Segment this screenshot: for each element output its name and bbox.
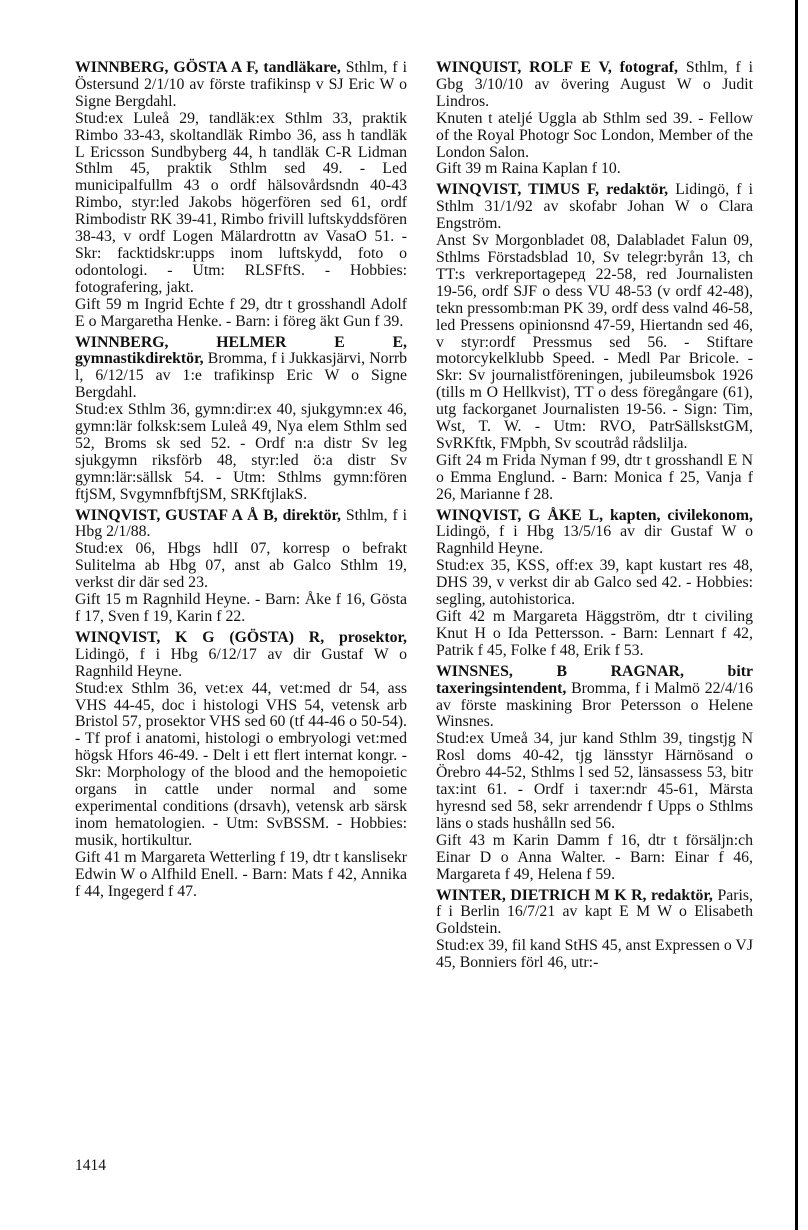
entry-winnberg-helmer [75,335,407,504]
entry-text: Stud:ex Umeå 34, jur kand Sthlm 39, tingstjg N Rosl doms 40-42, tjg länsstyr Härnösand o Örebro 44-52, Sthlms l sed 52, länsassess 53, bitr tax:int 61. - Ordf i taxer:ndr 45-61, Märsta hyresnd sed 58, sekr arrendendr f Upps o Sthlms läns o stads hushålln sed 56. [436,730,753,832]
entry-text: Gift 59 m Ingrid Echte f 29, dtr t grosshandl Adolf E o Margaretha Henke. - Barn: i föreg äkt Gun f 39. [75,295,407,330]
entry-text: Gift 24 m Frida Nyman f 99, dtr t grosshandl E N o Emma Englund. - Barn: Monica f 25, Vanja f 26, Marianne f 28. [436,451,753,503]
entry-text: Stud:ex 06, Hbgs hdlI 07, korresp o befrakt Sulitelma ab Hbg 07, anst ab Galco Sthlm 19, verkst dir där sed 23. [75,540,407,592]
entry-winquist-rolf [436,60,753,178]
entry-heading: WINQVIST, G ÅKE L, kapten, civilekonom, [436,506,753,524]
entry-text: Sthlm, f i Gbg 3/10/10 av övering August W o Judit Lindros. [436,59,754,110]
page-edge-rule [795,0,798,1230]
page-number: 1414 [75,1157,106,1174]
entry-heading: WINNBERG, HELMER E E, gymnastikdirektör, [75,333,407,368]
entry-text: Sthlm, f i Östersund 2/1/10 av förste trafikinsp v SJ Eric W o Signe Bergdahl. [75,59,407,110]
entry-text: Lidingö, f i Sthlm 31/1/92 av skofabr Johan W o Clara Engström. [436,181,753,233]
entry-heading: WINSNES, B RAGNAR, bitr taxeringsintendent, [436,662,753,697]
entry-heading: WINNBERG, GÖSTA A F, tandläkare, [75,59,341,76]
entry-heading: WINQVIST, K G (GÖSTA) R, prosektor, [75,628,407,646]
entry-winqvist-gustaf [75,508,407,626]
entry-winqvist-k-g [75,630,407,901]
entry-text: Stud:ex 39, fil kand StHS 45, anst Expressen o VJ 45, Bonniers förl 46, utr:- [436,937,753,972]
entry-text: Gift 42 m Margareta Häggström, dtr t civiling Knut H o Ida Pettersson. - Barn: Lennart f 42, Patrik f 45, Folke f 48, Erik f 53. [436,608,753,659]
entry-heading: WINTER, DIETRICH M K R, redaktör, [436,886,713,904]
right-column [436,60,753,976]
entry-text: Gift 39 m Raina Kaplan f 10. [436,160,621,178]
entry-text: Sthlm, f i Hbg 2/1/88. [75,506,407,541]
entry-text: Gift 43 m Karin Damm f 16, dtr t försäljn:ch Einar D o Anna Walter. - Barn: Einar f 46, Margareta f 49, Helena f 59. [436,831,753,883]
entry-heading: WINQVIST, GUSTAF A Å B, direktör, [75,506,341,524]
entry-text: Stud:ex Luleå 29, tandläk:ex Sthlm 33, praktik Rimbo 33-43, skoltandläk Rimbo 36, ass h tandläk L Ericsson Sundbyberg 44, h tandläk C-R Lidman Sthlm 45, praktik Sthlm sed 49. - Led municipalfullm 43 o ordf hälsovårdsndn 40-43 Rimbo, styr:led Jakobs högerfören sed 61, ordf Rimbodistr RK 39-41, Rimbo frivill luftskyddsfören 38-43, v ordf Logen Mälardrottn av VasaO 51. - Skr: facktidskr:upps inom luftskydd, foto o odontologi. - Utm: RLSFftS. - Hobbies: fotografering, jakt. [75,109,407,296]
entry-text: Stud:ex 35, KSS, off:ex 39, kapt kustart res 48, DHS 39, v verkst dir ab Galco sed 42. - Hobbies: segling, autohistorica. [436,557,753,609]
entry-text: Stud:ex Sthlm 36, gymn:dir:ex 40, sjukgymn:ex 46, gymn:lär folksk:sem Luleå 49, Nya elem Sthlm sed 52, Broms sk sed 52. - Ordf n:a distr Sv leg sjukgymn riksförb 48, styr:led ö:a distr Sv gymn:lär:sällsk 54. - Utm: Sthlms gymn:fören ftjSM, SvgymnfbftjSM, SRKftjlakS. [75,401,407,503]
entry-winter-dietrich [436,888,753,973]
entry-text: Paris, f i Berlin 16/7/21 av kapt E M W o Elisabeth Goldstein. [436,886,753,938]
left-column [75,60,407,904]
entry-text: Lidingö, f i Hbg 13/5/16 av dir Gustaf W o Ragnhild Heyne. [436,523,753,558]
entry-heading: WINQUIST, ROLF E V, fotograf, [436,59,679,76]
entry-text: Anst Sv Morgonbladet 08, Dalabladet Falun 09, Sthlms Förstadsblad 10, Sv telegr:byrån 13, ch TT:s verkreportageред 22-58, red Journalisten 19-56, ordf SJF o dess VU 48-53 (v ordf 42-48), tekn pressomb:man PK 39, ordf dess valnd 46-58, led Pressens opinionsnd 47-59, Hiertandn sed 46, v styr:ordf Pressmus sed 56. - Stiftare motorcykelklubb Speed. - Medl Par Bricole. - Skr: Sv journalistföreningen, jubileumsbok 1926 (tills m O Hellkvist), TT o dess föregångare (61), utg fackorganet Journalisten 19-56. - Sign: Tim, Wst, T. W. - Utm: RVO, PatrSällskstGM, SvRKftk, FMpbh, Sv scoutråd rådslilja. [436,232,753,452]
entry-text: Bromma, f i Jukkasjärvi, Norrb l, 6/12/15 av 1:e trafikinsp Eric W o Signe Bergdahl. [75,350,407,402]
entry-text: Stud:ex Sthlm 36, vet:ex 44, vet:med dr 54, ass VHS 44-45, doc i histologi VHS 54, vetensk arb Bristol 57, prosektor VHS sed 60 (tf 44-46 o 50-54). - Tf prof i anatomi, histologi o embryologi vet:med högsk Hfors 46-49. - Delt i ett flert internat kongr. - Skr: Morphology of the blood and the hemopoietic organs in cattle under normal and some experimental conditions (drsavh), vetensk arb särsk inom hematologien. - Utm: SvBSSM. - Hobbies: musik, hortikultur. [75,679,407,849]
entry-winqvist-ake [436,508,753,660]
entry-winqvist-timus [436,182,753,503]
entry-winnberg-gosta [75,60,407,331]
entry-text: Knuten t ateljé Uggla ab Sthlm sed 39. - Fellow of the Royal Photogr Soc London, Member of the London Salon. [436,109,753,161]
entry-text: Bromma, f i Malmö 22/4/16 av förste maskining Bror Petersson o Helene Winsnes. [436,679,753,731]
entry-winsnes-ragnar [436,664,753,884]
entry-text: Gift 15 m Ragnhild Heyne. - Barn: Åke f 16, Gösta f 17, Sven f 19, Karin f 22. [75,591,407,625]
entry-text: Lidingö, f i Hbg 6/12/17 av dir Gustaf W o Ragnhild Heyne. [75,645,407,680]
entry-text: Gift 41 m Margareta Wetterling f 19, dtr t kanslisekr Edwin W o Alfhild Enell. - Barn: Mats f 42, Annika f 44, Ingegerd f 47. [75,848,407,900]
entry-heading: WINQVIST, TIMUS F, redaktör, [436,181,669,199]
